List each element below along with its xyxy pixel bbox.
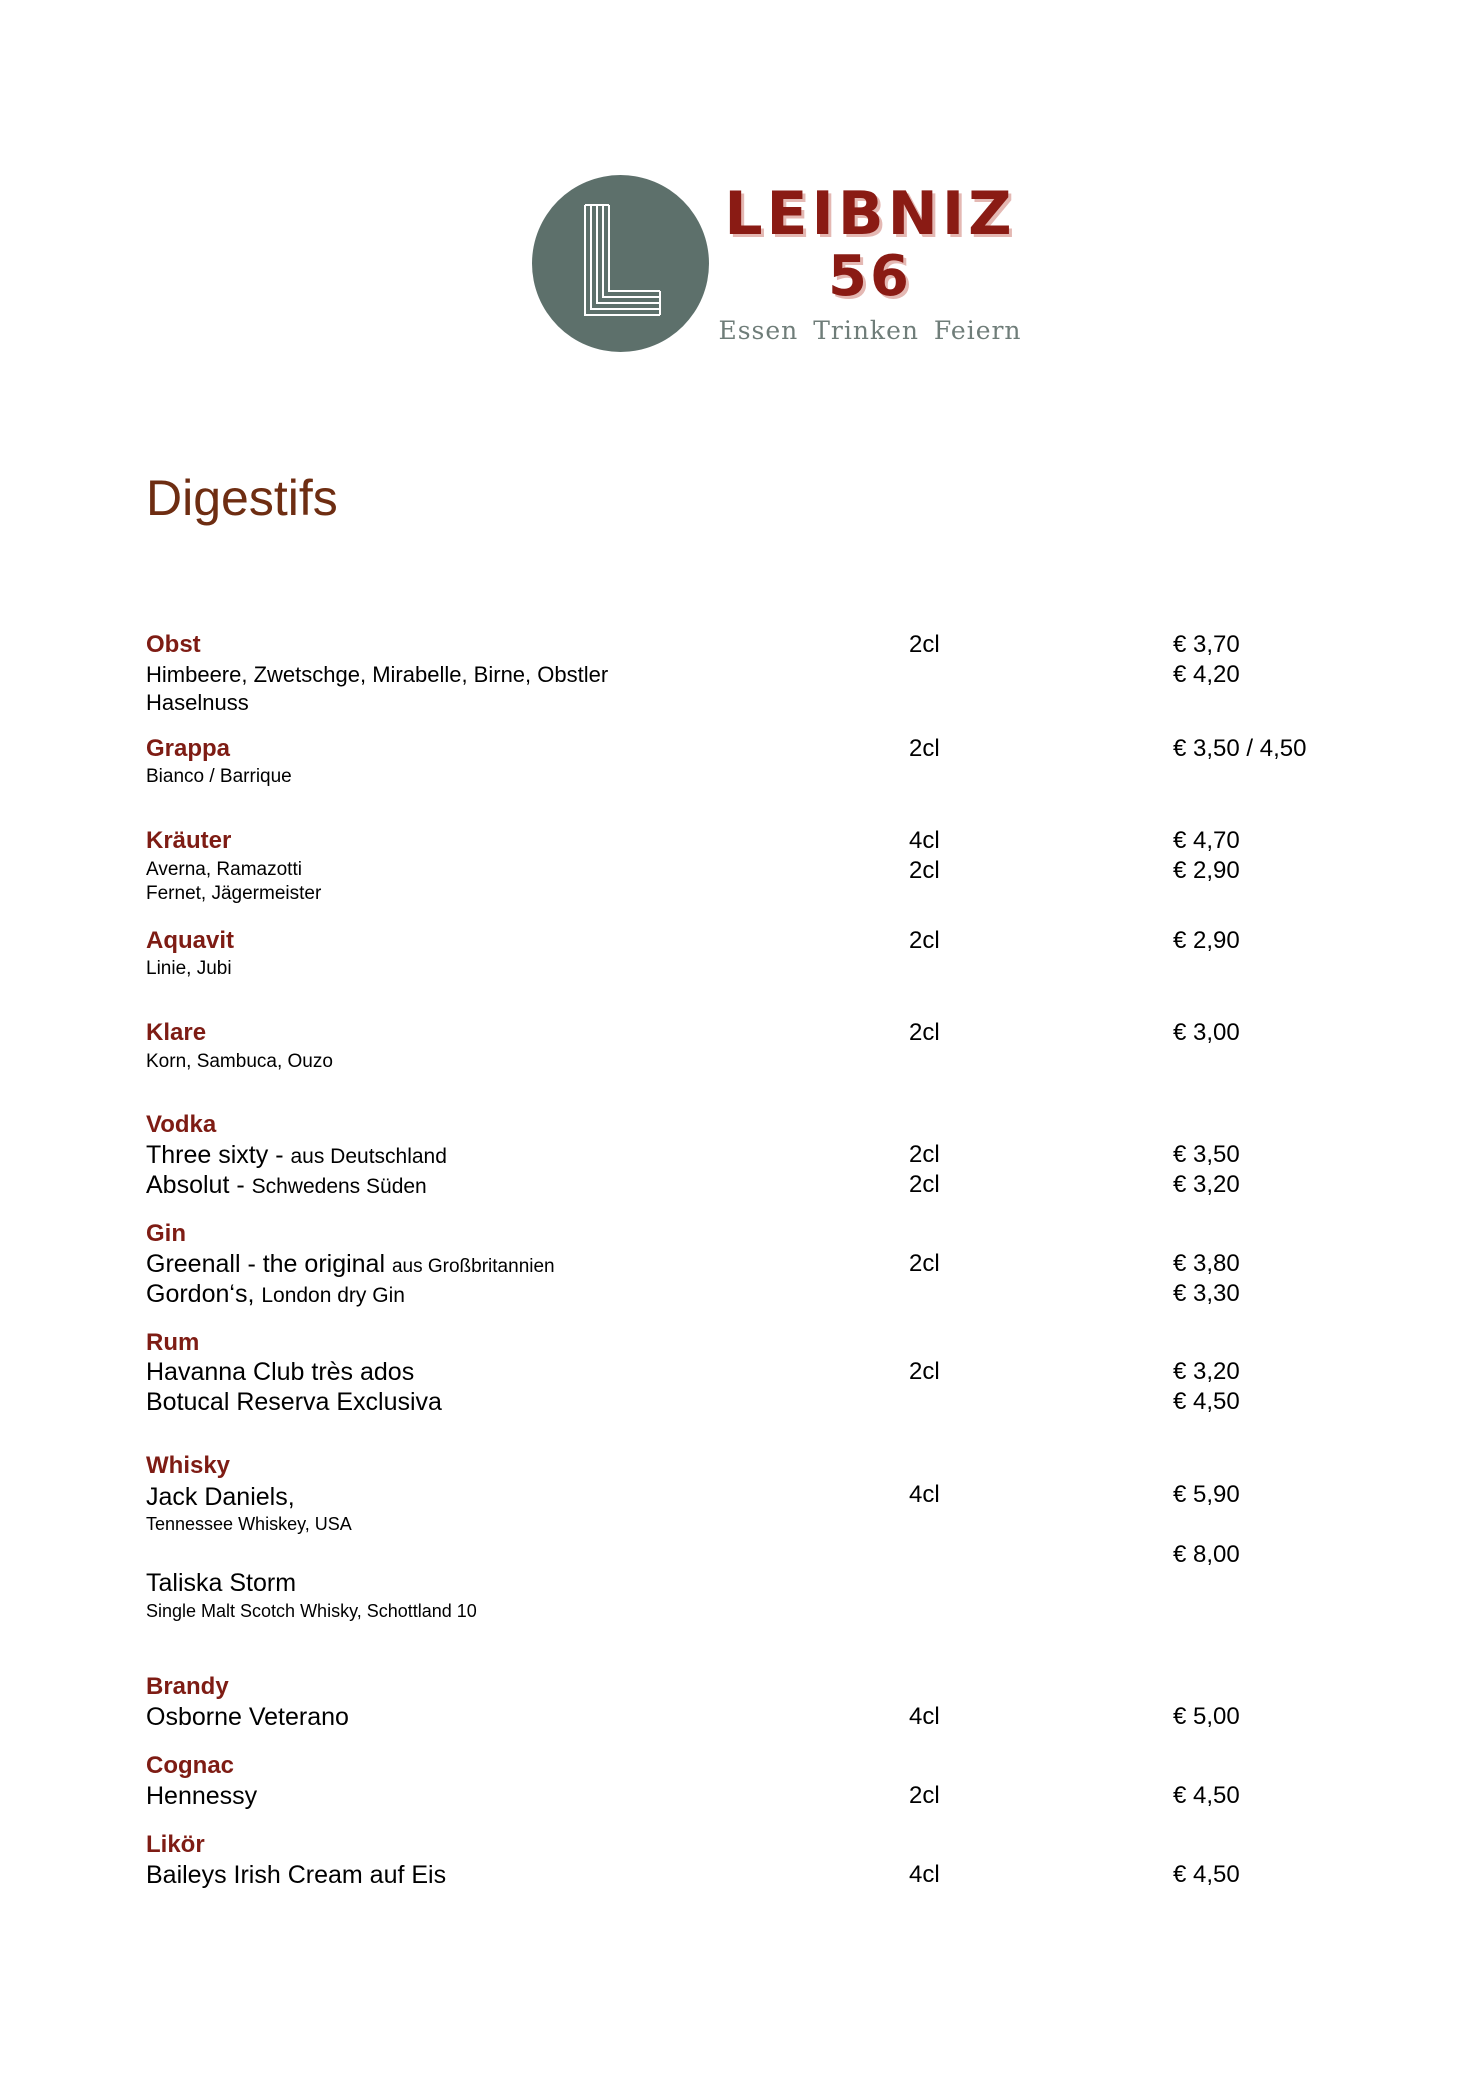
klare-description: Korn, Sambuca, Ouzo — [146, 1051, 333, 1072]
grappa-volume: 2cl — [909, 735, 940, 762]
category-cognac: Cognac — [146, 1752, 235, 1779]
brandy-item-name: Osborne Veterano — [146, 1703, 349, 1731]
vodka-item-1 — [146, 1140, 447, 1172]
rum-item-2-price: € 4,50 — [1173, 1388, 1240, 1415]
category-brandy: Brandy — [146, 1673, 229, 1700]
kraeuter-price-2: € 2,90 — [1173, 857, 1240, 884]
category-grappa: Grappa — [146, 735, 231, 762]
rum-item-1-price: € 3,20 — [1173, 1358, 1240, 1385]
vodka-item-2-volume: 2cl — [909, 1171, 940, 1198]
likoer-price: € 4,50 — [1173, 1861, 1240, 1888]
whisky-item-1-price: € 5,90 — [1173, 1481, 1240, 1508]
obst-description-2: Haselnuss — [146, 690, 249, 715]
whisky-item-1-name: Jack Daniels, — [146, 1483, 295, 1511]
whisky-item-2-name: Taliska Storm — [146, 1569, 297, 1597]
gin-item-1-name: Greenall - the original — [146, 1250, 392, 1278]
rum-item-2-name: Botucal Reserva Exclusiva — [146, 1388, 442, 1416]
logo-emblem — [532, 175, 709, 352]
kraeuter-description-1: Averna, Ramazotti — [146, 859, 302, 880]
whisky-item-1-volume: 4cl — [909, 1481, 940, 1508]
page-title: Digestifs — [146, 470, 338, 526]
vodka-item-1-name: Three sixty - — [146, 1141, 291, 1169]
gin-item-1-price: € 3,80 — [1173, 1250, 1240, 1277]
vodka-item-2 — [146, 1170, 427, 1202]
aquavit-description: Linie, Jubi — [146, 958, 232, 979]
kraeuter-volume-2: 2cl — [909, 857, 940, 884]
brand-tagline: Essen Trinken Feiern — [718, 316, 1022, 345]
gin-item-2-name: Gordon‘s, — [146, 1280, 262, 1308]
category-kraeuter: Kräuter — [146, 827, 232, 854]
category-whisky: Whisky — [146, 1452, 231, 1479]
vodka-item-1-volume: 2cl — [909, 1141, 940, 1168]
obst-description-1: Himbeere, Zwetschge, Mirabelle, Birne, Obstler — [146, 662, 609, 687]
category-klare: Klare — [146, 1019, 207, 1046]
gin-item-1-origin: aus Großbritannien — [391, 1256, 555, 1277]
category-gin: Gin — [146, 1220, 186, 1247]
whisky-item-2-description: Single Malt Scotch Whisky, Schottland 10 — [146, 1601, 477, 1621]
cognac-price: € 4,50 — [1173, 1782, 1240, 1809]
brandy-volume: 4cl — [909, 1703, 940, 1730]
grappa-description: Bianco / Barrique — [146, 766, 292, 787]
likoer-item-name: Baileys Irish Cream auf Eis — [146, 1861, 447, 1889]
brand-name: LEIBNIZ — [724, 179, 1016, 249]
obst-volume: 2cl — [909, 631, 940, 658]
cognac-volume: 2cl — [909, 1782, 940, 1809]
kraeuter-volume-1: 4cl — [909, 827, 940, 854]
aquavit-volume: 2cl — [909, 927, 940, 954]
rum-item-1-name: Havanna Club très ados — [146, 1358, 415, 1386]
gin-item-1 — [146, 1249, 555, 1282]
obst-price-2: € 4,20 — [1173, 661, 1240, 688]
brandy-price: € 5,00 — [1173, 1703, 1240, 1730]
cognac-item-name: Hennessy — [146, 1782, 258, 1810]
klare-price: € 3,00 — [1173, 1019, 1240, 1046]
obst-price-1: € 3,70 — [1173, 631, 1240, 658]
aquavit-price: € 2,90 — [1173, 927, 1240, 954]
gin-item-2 — [146, 1279, 405, 1311]
rum-item-1-volume: 2cl — [909, 1358, 940, 1385]
category-aquavit: Aquavit — [146, 927, 235, 954]
whisky-item-1-description: Tennessee Whiskey, USA — [146, 1514, 352, 1534]
vodka-item-1-price: € 3,50 — [1173, 1141, 1240, 1168]
logo-l-icon — [532, 175, 709, 352]
category-likoer: Likör — [146, 1831, 205, 1858]
kraeuter-description-2: Fernet, Jägermeister — [146, 883, 322, 904]
gin-item-2-style: London dry Gin — [261, 1284, 405, 1307]
category-vodka: Vodka — [146, 1111, 217, 1138]
brand-number: 56 — [828, 244, 912, 309]
likoer-volume: 4cl — [909, 1861, 940, 1888]
grappa-price: € 3,50 / 4,50 — [1173, 735, 1307, 762]
gin-item-1-volume: 2cl — [909, 1250, 940, 1277]
klare-volume: 2cl — [909, 1019, 940, 1046]
gin-item-2-price: € 3,30 — [1173, 1280, 1240, 1307]
category-obst: Obst — [146, 631, 201, 658]
kraeuter-price-1: € 4,70 — [1173, 827, 1240, 854]
vodka-item-2-name: Absolut - — [146, 1171, 252, 1199]
whisky-item-2-price: € 8,00 — [1173, 1541, 1240, 1568]
vodka-item-1-origin: aus Deutschland — [290, 1145, 447, 1168]
vodka-item-2-origin: Schwedens Süden — [251, 1175, 427, 1198]
category-rum: Rum — [146, 1329, 200, 1356]
vodka-item-2-price: € 3,20 — [1173, 1171, 1240, 1198]
